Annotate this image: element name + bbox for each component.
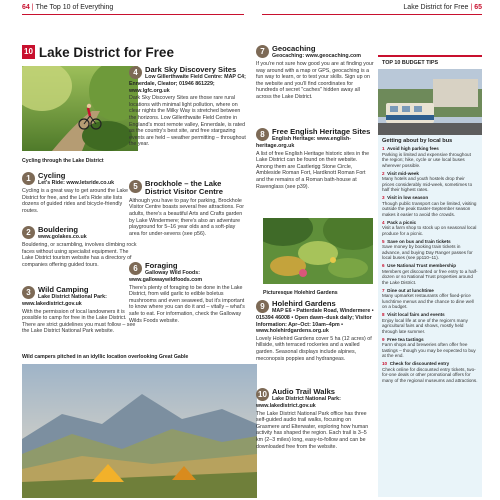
entry-brockhole	[129, 180, 247, 237]
entry-number: 7	[256, 45, 269, 58]
entry-body: The Lake District National Park office has three self-guided audio trail walks, focusing on Grasmere and Elterwater, exploring how human activity has shaped the region. Each trail is 3–5 km (2–3 miles) long, easy-to-follow and can be downloaded free from the website.	[256, 410, 369, 450]
entry-body: Dark Sky Discovery Sites are those rare rural locations with minimal light pollution, where on clear nights the Milky Way is stretched between the horizons. Low Gillerthwaite Field Centre in England's most remote valley, Ennerdale, is rated as the country's best site, and free stargazing events are held – weather permitting – throughout the year.	[129, 95, 246, 148]
entry-number: 8	[256, 128, 269, 141]
gardens-caption: Picturesque Holehird Gardens	[263, 290, 338, 296]
entry-number: 3	[22, 286, 35, 299]
entry-title: Free English Heritage Sites	[272, 127, 371, 136]
top-10-badge: 10	[22, 45, 35, 59]
budget-tip: 2 Visit mid-week Many hotels and youth hostels drop their prices considerably mid-week, sometimes to half their highest rates.	[382, 170, 473, 192]
entry-body: A list of free English Heritage historic sites in the Lake District can be found on their website. Among them are Castlerigg Stone Circle, Ambleside Roman Fort, Hardknott Roman Fort and the remains of a Roman bath-house at Ravenglass (see p39).	[256, 150, 370, 190]
budget-tip: 1 Avoid high parking fees Parking is limited and expensive throughout the region; hike, cycle or use local buses wherever possible.	[382, 146, 471, 168]
entry-address: MAP E6 • Patterdale Road, Windermere • 015394 46008 • Open dawn–dusk daily; Visitor Information: Apr–Oct: 10am–4pm • www.holehirdgardens.org.uk	[256, 308, 374, 335]
entry-number: 6	[129, 262, 142, 275]
entry-title: Brockhole – the Lake District Visitor Centre	[145, 179, 223, 197]
entry-title: Audio Trail Walks	[272, 387, 336, 396]
page-title-text: Lake District for Free	[38, 44, 174, 60]
entry-title: Bouldering	[38, 225, 79, 234]
entry-body: Bouldering, or scrambling, involves climbing rock faces without using specialist equipment. The Lake District tourism website has a directory of companies offering guided tours.	[22, 242, 137, 268]
entry-dark-sky	[129, 66, 247, 148]
entry-geocaching	[256, 45, 374, 101]
entry-bouldering	[22, 226, 138, 268]
entry-address: www.golakes.co.uk	[38, 234, 87, 241]
entry-title: Foraging	[145, 261, 178, 270]
sidebar-heading: TOP 10 BUDGET TIPS	[378, 57, 482, 69]
entry-title: Holehird Gardens	[272, 299, 336, 308]
cyclist-photo	[22, 66, 138, 151]
budget-tips-sidebar	[378, 55, 482, 497]
left-page-number: 64	[22, 4, 30, 11]
entry-number: 10	[256, 388, 269, 401]
page-title	[22, 43, 257, 61]
entry-address: Lake District National Park: www.lakedistrict.gov.uk	[256, 396, 341, 409]
right-running-title: Lake District for Free	[403, 4, 469, 11]
entry-body: There's plenty of foraging to be done in the Lake District, from wild garlic to edible boletus mushrooms and even seaweed, but it's important to know where you can do it and – vitally – what's safe to eat. For information, check the Galloway Wilds Foods website.	[129, 284, 245, 324]
entry-number: 5	[129, 180, 142, 193]
entry-number: 9	[256, 300, 269, 313]
entry-english-heritage	[256, 128, 374, 190]
entry-holehird-gardens	[256, 300, 374, 362]
entry-title: Wild Camping	[38, 285, 89, 294]
entry-body: Although you have to pay for parking, Brockhole Visitor Centre boasts several free attractions. For adults, there's a beautiful Arts and Crafts garden by Lake Windermere; there's also an adventure playground for 5–16 year olds and a soft-play area for under-sevens (see p56).	[129, 197, 245, 237]
left-page-header: 64 | The Top 10 of Everything	[22, 0, 244, 15]
entry-number: 1	[22, 172, 35, 185]
entry-title: Dark Sky Discovery Sites	[145, 65, 237, 74]
cyclist-caption: Cycling through the Lake District	[22, 158, 104, 164]
entry-address: Geocaching: www.geocaching.com	[272, 53, 361, 60]
budget-tip: 4 Pack a picnic Visit a farm shop to stock up on seasonal local produce for a picnic.	[382, 219, 477, 236]
budget-tip: 10 Check for discounted entry Check online for discounted entry tickets, two-for-one deals or other promotional offers for many of the regional museums and attractions.	[382, 361, 478, 383]
sidebar-subheading: Getting about by local bus	[382, 138, 453, 144]
budget-tip: 7 Dine out at lunchtime Many upmarket restaurants offer fixed-price lunchtime menus and the chance to dine well on a budget.	[382, 287, 474, 309]
entry-number: 2	[22, 226, 35, 239]
entry-title: Cycling	[38, 171, 66, 180]
entry-title: Geocaching	[272, 44, 316, 53]
entry-cycling	[22, 172, 138, 214]
entry-address: Low Gillerthwaite Field Centre: MAP C4; Ennerdale, Cleator; 01946 861229; www.lgfc.org.uk	[129, 74, 246, 94]
entry-body: Lovely Holehird Gardens cover 5 ha (12 acres) of hillside, with terraced rockeries and a walled garden. Seasonal displays include alpines, meconopsis poppies and hydrangeas.	[256, 335, 372, 362]
entry-address: Lake District National Park: www.lakedistrict.gov.uk	[22, 294, 107, 307]
bus-photo	[378, 69, 482, 135]
entry-body: With the permission of local landowners it is possible to camp for free in the Lake District. There are strict guidelines you must follow – see the Lake District National Park website.	[22, 308, 136, 335]
budget-tip: 8 Visit local fairs and events Enjoy local life at one of the region's many agricultural fairs and shows, mostly held through late summer.	[382, 312, 468, 334]
right-page-number: 65	[474, 4, 482, 11]
entry-address: Let's Ride: www.letsride.co.uk	[38, 180, 115, 187]
budget-tip: 5 Save on bus and train tickets Save money by booking train tickets in advance, and buying Day Ranger passes for local buses (see pp110–11).	[382, 238, 473, 260]
entry-audio-trail	[256, 388, 374, 450]
entry-address: Galloway Wild Foods: www.gallowaywildfoods.com	[129, 270, 203, 283]
entry-body: Cycling is a great way to get around the Lake District for free, and the Let's Ride site lists dozens of guided rides and bicycle-friendly routes.	[22, 188, 128, 214]
entry-wild-camping	[22, 286, 138, 335]
campsite-caption: Wild campers pitched in an idyllic location overlooking Great Gable	[22, 354, 189, 360]
entry-body: If you're not sure how good you are at finding your way around with a map or GPS, geocaching is a fun way to learn, or to test your skills. Sign up on the website and you'll find coordinates for hundreds of secret "caches" hidden away all across the Lake District.	[256, 61, 374, 100]
budget-tip: 3 Visit in low season Though public transport can be limited, visiting outside the peak Easter-September season makes it easier to avoid the crowds.	[382, 195, 477, 217]
left-running-title: The Top 10 of Everything	[35, 4, 114, 11]
right-page-header: Lake District for Free | 65	[262, 0, 482, 15]
entry-foraging	[129, 262, 247, 324]
campsite-photo	[22, 364, 257, 498]
budget-tip: 6 Use National Trust membership Members get discounted or free entry to a half-dozen or so National Trust properties around the Lake District.	[382, 263, 478, 285]
entry-number: 4	[129, 66, 142, 79]
entry-address: English Heritage: www.english-heritage.org.uk	[256, 136, 351, 149]
budget-tip: 9 Free tea tastings Farm shops and breweries often offer free tastings – though you may be expected to buy at the end.	[382, 336, 476, 358]
holehird-gardens-photo	[263, 218, 373, 284]
